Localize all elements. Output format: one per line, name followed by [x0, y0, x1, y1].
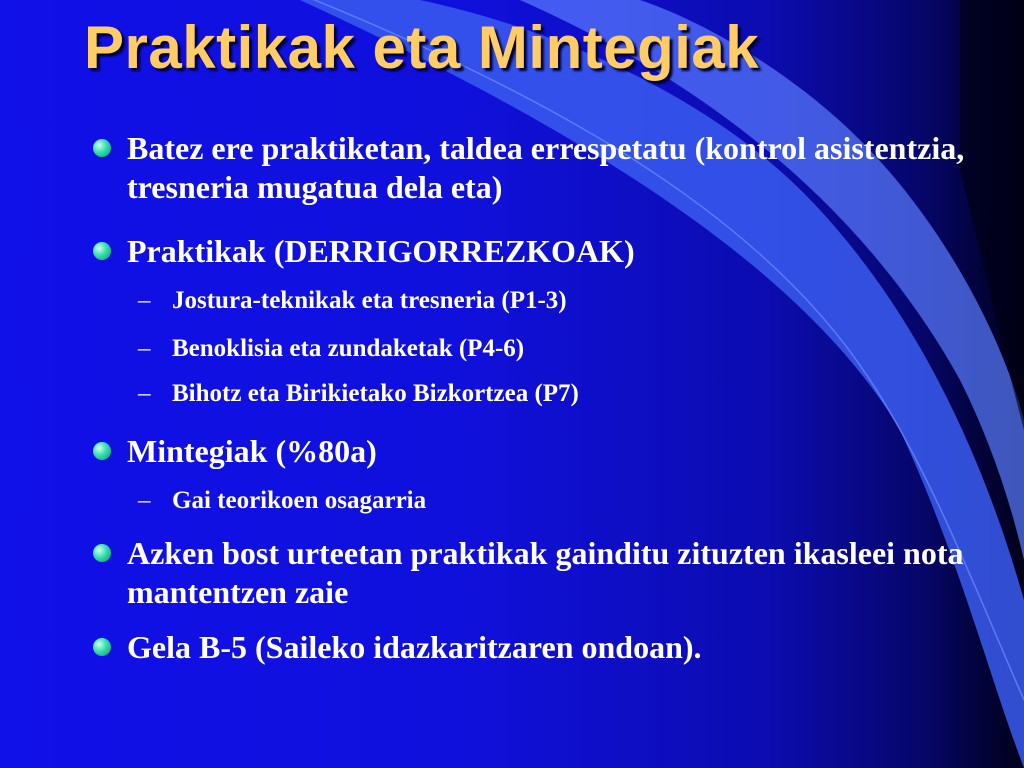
bullet-item — [127, 534, 987, 612]
sub-bullet-item — [138, 286, 972, 316]
bullet-item — [127, 628, 987, 667]
bullet-dot-icon — [93, 139, 111, 157]
sub-bullet-text: Jostura-teknikak eta tresneria (P1-3) — [172, 287, 567, 314]
bullet-item — [127, 232, 987, 271]
dash-icon: – — [138, 487, 151, 514]
bullet-dot-icon — [93, 442, 111, 460]
sub-bullet-item — [138, 379, 972, 409]
sub-bullet-text: Benoklisia eta zundaketak (P4-6) — [172, 335, 525, 362]
bullet-item — [127, 432, 987, 471]
sub-bullet-text: Gai teorikoen osagarria — [172, 487, 427, 514]
bullet-text: Mintegiak (%80a) — [127, 433, 377, 469]
dash-icon: – — [138, 335, 151, 362]
sub-bullet-item — [138, 334, 972, 364]
dash-icon: – — [138, 287, 151, 314]
dash-icon: – — [138, 380, 151, 407]
bullet-text: Praktikak (DERRIGORREZKOAK) — [127, 233, 635, 269]
sub-bullet-text: Bihotz eta Birikietako Bizkortzea (P7) — [172, 380, 579, 407]
bullet-text: Batez ere praktiketan, taldea errespetatu (kontrol asistentzia, tresneria mugatua dela eta) — [127, 130, 965, 205]
sub-bullet-item — [138, 486, 972, 516]
bullet-dot-icon — [93, 544, 111, 562]
slide-title: Praktikak eta Mintegiak — [84, 14, 760, 81]
bullet-text: Gela B-5 (Saileko idazkaritzaren ondoan). — [127, 629, 702, 665]
bullet-dot-icon — [93, 638, 111, 656]
bullet-text: Azken bost urteetan praktikak gainditu zituzten ikasleei nota mantentzen zaie — [127, 535, 964, 610]
bullet-item — [127, 129, 987, 207]
bullet-dot-icon — [93, 242, 111, 260]
